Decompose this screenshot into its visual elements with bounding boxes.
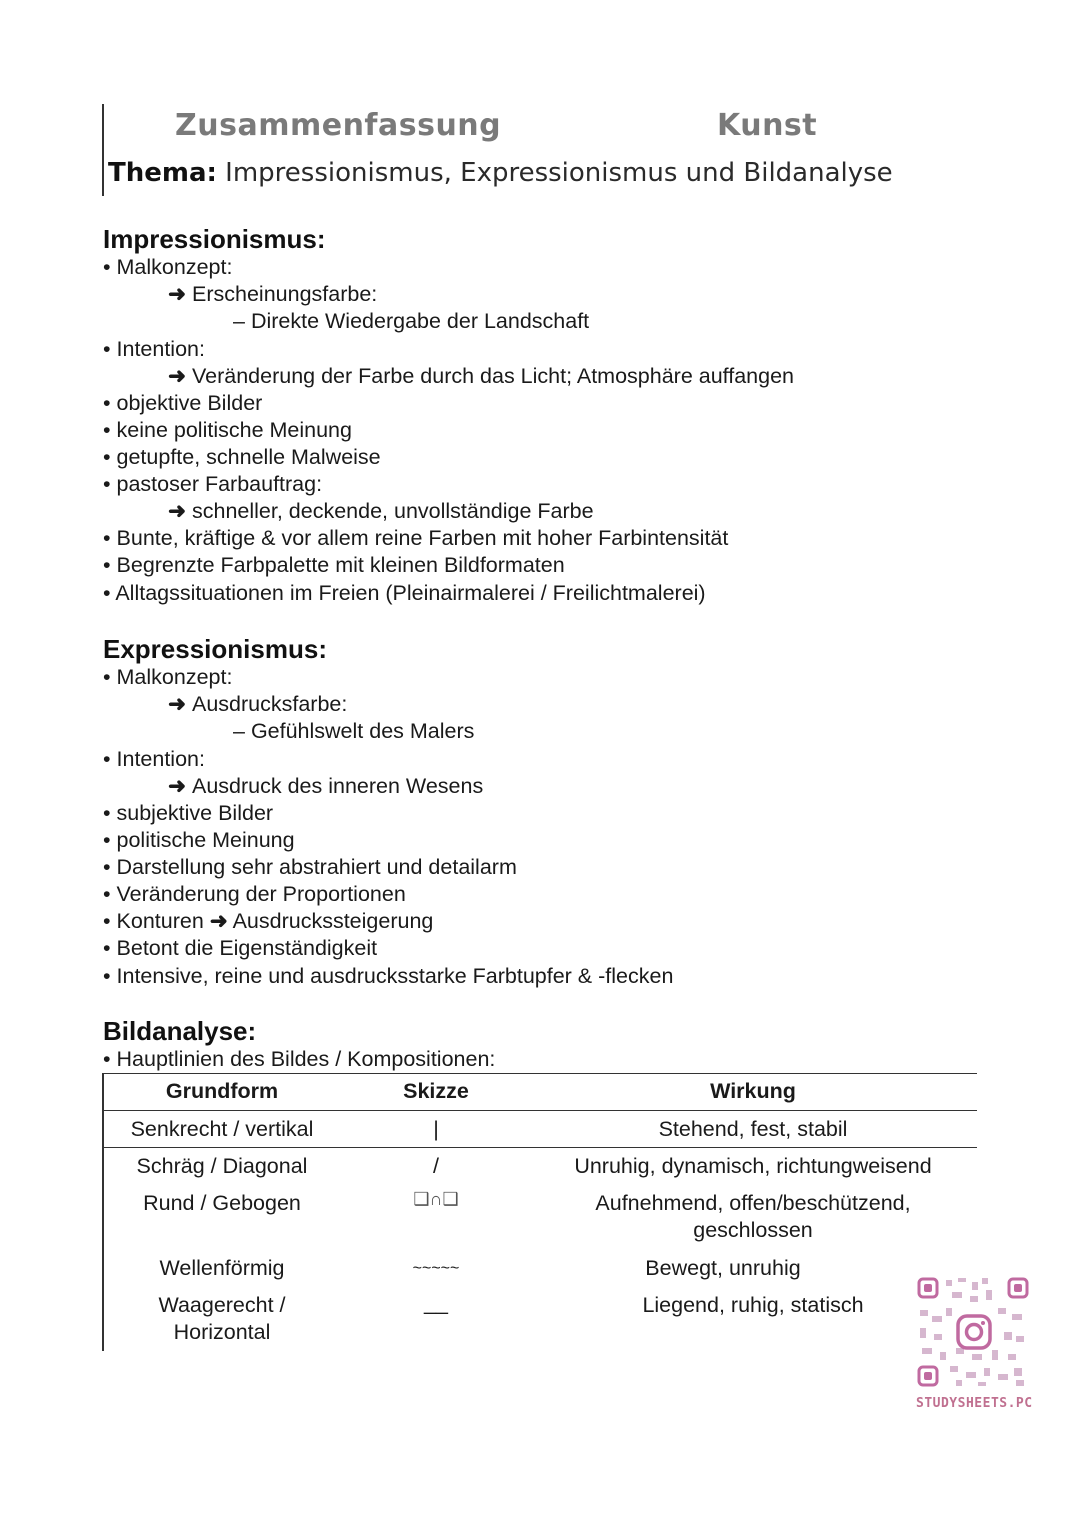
list-item: • Betont die Eigenständigkeit <box>103 935 377 962</box>
header-title-right: Kunst <box>717 108 818 143</box>
section-heading-impressionismus: Impressionismus: <box>103 224 326 254</box>
sub-list-text: schneller, deckende, unvollständige Farbe <box>192 499 594 523</box>
sub-list-item <box>168 498 594 525</box>
header-title-left: Zusammenfassung <box>175 108 502 143</box>
list-item: • Hauptlinien des Bildes / Kompositionen: <box>103 1046 495 1073</box>
sketch-horizontal-icon: __ <box>424 1291 448 1315</box>
sub-list-item <box>168 363 794 390</box>
list-item: • Veränderung der Proportionen <box>103 881 406 908</box>
table-cell-effect: Unruhig, dynamisch, richtungweisend <box>574 1154 932 1178</box>
table-cell-effect: Liegend, ruhig, statisch <box>642 1293 864 1317</box>
table-cell-form: Wellenförmig <box>159 1256 285 1280</box>
sub-sub-list-text: Direkte Wiedergabe der Landschaft <box>250 309 590 333</box>
list-item: • Intention: <box>103 336 205 363</box>
table-cell-effect: Stehend, fest, stabil <box>658 1117 848 1141</box>
table-header-wirkung: Wirkung <box>710 1079 796 1103</box>
list-item: • Intensive, reine und ausdrucksstarke Farbtupfer & -flecken <box>103 963 673 990</box>
arrow-right-icon: ➜ <box>168 774 192 798</box>
arrow-right-icon: ➜ <box>209 909 228 933</box>
sketch-diagonal-icon: / <box>433 1154 439 1178</box>
list-item: • Malkonzept: <box>103 664 232 691</box>
section-heading-expressionismus: Expressionismus: <box>103 634 327 664</box>
sub-sub-list-item <box>233 718 474 745</box>
list-item: • Intention: <box>103 746 205 773</box>
topic-line <box>108 158 893 188</box>
list-item: • subjektive Bilder <box>103 800 273 827</box>
sketch-wave-icon: ~~~~~ <box>412 1260 460 1277</box>
table-header-skizze: Skizze <box>403 1079 469 1103</box>
table-cell-effect-continued: geschlossen <box>693 1218 813 1242</box>
list-item: • politische Meinung <box>103 827 295 854</box>
sub-list-item <box>168 773 483 800</box>
instagram-icon <box>958 1316 990 1348</box>
sub-list-text: Veränderung der Farbe durch das Licht; Atmosphäre auffangen <box>192 364 795 388</box>
list-item: • Begrenzte Farbpalette mit kleinen Bildformaten <box>103 552 565 579</box>
list-item: • Malkonzept: <box>103 254 232 281</box>
sub-sub-list-item <box>233 308 589 335</box>
sub-list-item <box>168 281 377 308</box>
list-item: • getupfte, schnelle Malweise <box>103 444 381 471</box>
sketch-curved-icon: ❑∩❑ <box>413 1189 459 1209</box>
list-text: Ausdruckssteigerung <box>232 909 434 933</box>
qr-code <box>916 1276 1030 1388</box>
arrow-right-icon: ➜ <box>168 364 192 388</box>
table-cell-form: Rund / Gebogen <box>143 1191 301 1215</box>
list-item: • objektive Bilder <box>103 390 262 417</box>
list-item: • keine politische Meinung <box>103 417 352 444</box>
dash-icon: – <box>233 719 251 743</box>
table-cell-form-continued: Horizontal <box>173 1320 271 1344</box>
arrow-right-icon: ➜ <box>168 282 192 306</box>
sketch-vertical-icon: | <box>433 1117 439 1141</box>
table-header-grundform: Grundform <box>165 1079 279 1103</box>
header <box>175 108 818 152</box>
table-rule-row1 <box>102 1147 977 1148</box>
table-cell-form: Senkrecht / vertikal <box>130 1117 314 1141</box>
list-item <box>103 908 433 935</box>
topic-label: Thema: <box>108 158 217 188</box>
table-rule-top <box>102 1073 977 1074</box>
table-cell-form: Waagerecht / <box>158 1293 286 1317</box>
table-cell-form: Schräg / Diagonal <box>136 1154 308 1178</box>
sub-list-text: Ausdruck des inneren Wesens <box>192 774 484 798</box>
list-item: • Alltagssituationen im Freien (Pleinairmalerei / Freilichtmalerei) <box>103 580 706 607</box>
sub-list-text: Erscheinungsfarbe: <box>192 282 378 306</box>
arrow-right-icon: ➜ <box>168 692 192 716</box>
list-text: Konturen <box>116 909 204 933</box>
table-cell-effect: Bewegt, unruhig <box>645 1256 801 1280</box>
table-cell-effect: Aufnehmend, offen/beschützend, <box>595 1191 911 1215</box>
section-heading-bildanalyse: Bildanalyse: <box>103 1016 257 1046</box>
sub-list-item <box>168 691 347 718</box>
topic-text: Impressionismus, Expressionismus und Bildanalyse <box>216 158 893 188</box>
list-item: • Bunte, kräftige & vor allem reine Farben mit hoher Farbintensität <box>103 525 728 552</box>
sub-sub-list-text: Gefühlswelt des Malers <box>250 719 475 743</box>
left-margin-rule-top <box>102 104 104 196</box>
sub-list-text: Ausdrucksfarbe: <box>192 692 348 716</box>
list-item: • Darstellung sehr abstrahiert und detailarm <box>103 854 517 881</box>
dash-icon: – <box>233 309 251 333</box>
arrow-right-icon: ➜ <box>168 499 192 523</box>
table-rule-header <box>102 1110 977 1111</box>
list-item: • pastoser Farbauftrag: <box>103 471 322 498</box>
qr-code-label: STUDYSHEETS.PC <box>916 1396 1033 1411</box>
